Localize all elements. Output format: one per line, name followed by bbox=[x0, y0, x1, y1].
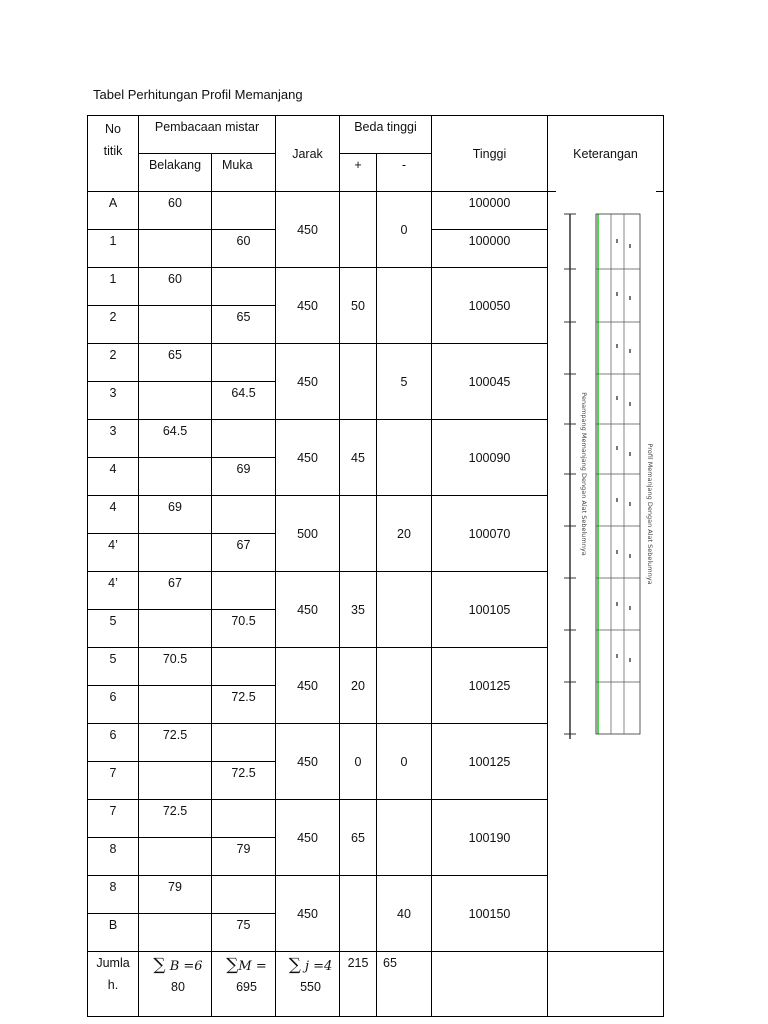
row-minus bbox=[377, 648, 432, 724]
row-muka bbox=[212, 496, 276, 534]
row-plus bbox=[340, 496, 377, 572]
row-point: 6 bbox=[88, 724, 139, 762]
row-muka bbox=[212, 724, 276, 762]
row-muka: 72.5 bbox=[212, 686, 276, 724]
sum-m-label: M = bbox=[238, 959, 267, 974]
header-plus: + bbox=[340, 154, 377, 192]
row-jarak: 450 bbox=[276, 420, 340, 496]
footer-keterangan-empty bbox=[548, 952, 664, 1017]
row-plus: 65 bbox=[340, 800, 377, 876]
footer-jumlah bbox=[88, 952, 139, 1017]
row-belakang: 72.5 bbox=[139, 800, 212, 838]
row-belakang bbox=[139, 306, 212, 344]
row-minus: 5 bbox=[377, 344, 432, 420]
row-point: 4 bbox=[88, 458, 139, 496]
sum-j-label: j =4 bbox=[304, 959, 333, 974]
footer-minus-total: 65 bbox=[377, 952, 432, 1017]
header-keterangan: Keterangan bbox=[548, 116, 664, 192]
row-minus: 20 bbox=[377, 496, 432, 572]
footer-plus-total: 215 bbox=[340, 952, 377, 1017]
sigma-icon: ∑ bbox=[153, 955, 166, 975]
row-muka bbox=[212, 648, 276, 686]
footer-jumlah-line2: h. bbox=[107, 978, 119, 992]
row-plus: 20 bbox=[340, 648, 377, 724]
row-point: 2 bbox=[88, 344, 139, 382]
row-jarak: 450 bbox=[276, 800, 340, 876]
row-belakang: 60 bbox=[139, 192, 212, 230]
header-no-titik bbox=[88, 116, 139, 192]
row-minus: 0 bbox=[377, 192, 432, 268]
header-muka: Muka bbox=[212, 154, 276, 192]
row-tinggi: 100050 bbox=[432, 268, 548, 344]
row-muka bbox=[212, 344, 276, 382]
row-belakang: 65 bbox=[139, 344, 212, 382]
row-point: 5 bbox=[88, 610, 139, 648]
sum-b-value: 80 bbox=[171, 980, 185, 994]
sum-m-value: 695 bbox=[236, 980, 257, 994]
row-jarak: 450 bbox=[276, 344, 340, 420]
header-titik: titik bbox=[103, 144, 123, 158]
row-belakang: 67 bbox=[139, 572, 212, 610]
row-minus bbox=[377, 268, 432, 344]
row-tinggi: 100190 bbox=[432, 800, 548, 876]
row-point: 3 bbox=[88, 420, 139, 458]
row-belakang: 60 bbox=[139, 268, 212, 306]
sum-j-value: 550 bbox=[300, 980, 321, 994]
longitudinal-profile-image bbox=[556, 184, 656, 756]
row-muka bbox=[212, 268, 276, 306]
row-muka: 65 bbox=[212, 306, 276, 344]
profile-caption-top: Penampang Memanjang Dengan Alat Sebelumnya bbox=[580, 392, 588, 556]
header-no: No bbox=[105, 122, 121, 136]
row-point: 5 bbox=[88, 648, 139, 686]
row-tinggi: 100125 bbox=[432, 724, 548, 800]
row-point: 2 bbox=[88, 306, 139, 344]
row-minus bbox=[377, 420, 432, 496]
row-muka: 60 bbox=[212, 230, 276, 268]
row-belakang bbox=[139, 458, 212, 496]
row-plus: 0 bbox=[340, 724, 377, 800]
row-tinggi: 100000 bbox=[432, 230, 548, 268]
row-muka: 67 bbox=[212, 534, 276, 572]
row-point: 8 bbox=[88, 838, 139, 876]
row-minus: 40 bbox=[377, 876, 432, 952]
row-muka: 79 bbox=[212, 838, 276, 876]
row-belakang bbox=[139, 838, 212, 876]
row-belakang bbox=[139, 534, 212, 572]
row-point: 1 bbox=[88, 268, 139, 306]
header-tinggi: Tinggi bbox=[432, 116, 548, 192]
header-jarak: Jarak bbox=[276, 116, 340, 192]
row-point: 4’ bbox=[88, 572, 139, 610]
row-muka bbox=[212, 420, 276, 458]
row-muka: 70.5 bbox=[212, 610, 276, 648]
row-point: B bbox=[88, 914, 139, 952]
row-belakang: 64.5 bbox=[139, 420, 212, 458]
sigma-icon: ∑ bbox=[288, 955, 301, 975]
header-minus: - bbox=[377, 154, 432, 192]
row-muka bbox=[212, 572, 276, 610]
row-point: A bbox=[88, 192, 139, 230]
row-tinggi: 100105 bbox=[432, 572, 548, 648]
row-belakang bbox=[139, 686, 212, 724]
row-jarak: 450 bbox=[276, 724, 340, 800]
row-belakang bbox=[139, 762, 212, 800]
row-plus bbox=[340, 344, 377, 420]
row-plus: 50 bbox=[340, 268, 377, 344]
row-plus bbox=[340, 876, 377, 952]
row-jarak: 500 bbox=[276, 496, 340, 572]
row-point: 4’ bbox=[88, 534, 139, 572]
row-belakang: 79 bbox=[139, 876, 212, 914]
row-muka bbox=[212, 192, 276, 230]
document-title: Tabel Perhitungan Profil Memanjang bbox=[93, 87, 303, 102]
row-point: 7 bbox=[88, 800, 139, 838]
row-point: 1 bbox=[88, 230, 139, 268]
footer-jumlah-line1: Jumla bbox=[96, 956, 130, 970]
row-muka: 72.5 bbox=[212, 762, 276, 800]
row-point: 4 bbox=[88, 496, 139, 534]
row-point: 3 bbox=[88, 382, 139, 420]
row-tinggi: 100150 bbox=[432, 876, 548, 952]
row-muka: 64.5 bbox=[212, 382, 276, 420]
row-belakang: 69 bbox=[139, 496, 212, 534]
row-muka: 75 bbox=[212, 914, 276, 952]
row-muka bbox=[212, 800, 276, 838]
row-tinggi: 100045 bbox=[432, 344, 548, 420]
row-muka bbox=[212, 876, 276, 914]
sigma-icon: ∑ bbox=[226, 955, 239, 975]
row-plus: 45 bbox=[340, 420, 377, 496]
footer-tinggi-empty bbox=[432, 952, 548, 1017]
row-belakang: 70.5 bbox=[139, 648, 212, 686]
row-muka: 69 bbox=[212, 458, 276, 496]
row-belakang bbox=[139, 914, 212, 952]
row-tinggi: 100125 bbox=[432, 648, 548, 724]
row-plus: 35 bbox=[340, 572, 377, 648]
row-jarak: 450 bbox=[276, 572, 340, 648]
header-pembacaan: Pembacaan mistar bbox=[139, 116, 276, 154]
row-minus bbox=[377, 800, 432, 876]
row-jarak: 450 bbox=[276, 268, 340, 344]
row-belakang bbox=[139, 230, 212, 268]
footer-sum-muka bbox=[212, 952, 276, 1017]
row-point: 6 bbox=[88, 686, 139, 724]
header-belakang: Belakang bbox=[139, 154, 212, 192]
row-tinggi: 100070 bbox=[432, 496, 548, 572]
row-belakang bbox=[139, 382, 212, 420]
sum-b-label: B =6 bbox=[169, 959, 203, 974]
header-beda-tinggi: Beda tinggi bbox=[340, 116, 432, 154]
row-tinggi: 100000 bbox=[432, 192, 548, 230]
row-belakang bbox=[139, 610, 212, 648]
row-minus: 0 bbox=[377, 724, 432, 800]
row-tinggi: 100090 bbox=[432, 420, 548, 496]
footer-sum-jarak bbox=[276, 952, 340, 1017]
profile-caption-bottom: Profil Memanjang Dengan Alat Sebelumnya bbox=[646, 443, 654, 585]
footer-sum-belakang bbox=[139, 952, 212, 1017]
row-point: 8 bbox=[88, 876, 139, 914]
row-jarak: 450 bbox=[276, 648, 340, 724]
row-minus bbox=[377, 572, 432, 648]
row-jarak: 450 bbox=[276, 876, 340, 952]
row-belakang: 72.5 bbox=[139, 724, 212, 762]
row-plus bbox=[340, 192, 377, 268]
row-point: 7 bbox=[88, 762, 139, 800]
row-jarak: 450 bbox=[276, 192, 340, 268]
